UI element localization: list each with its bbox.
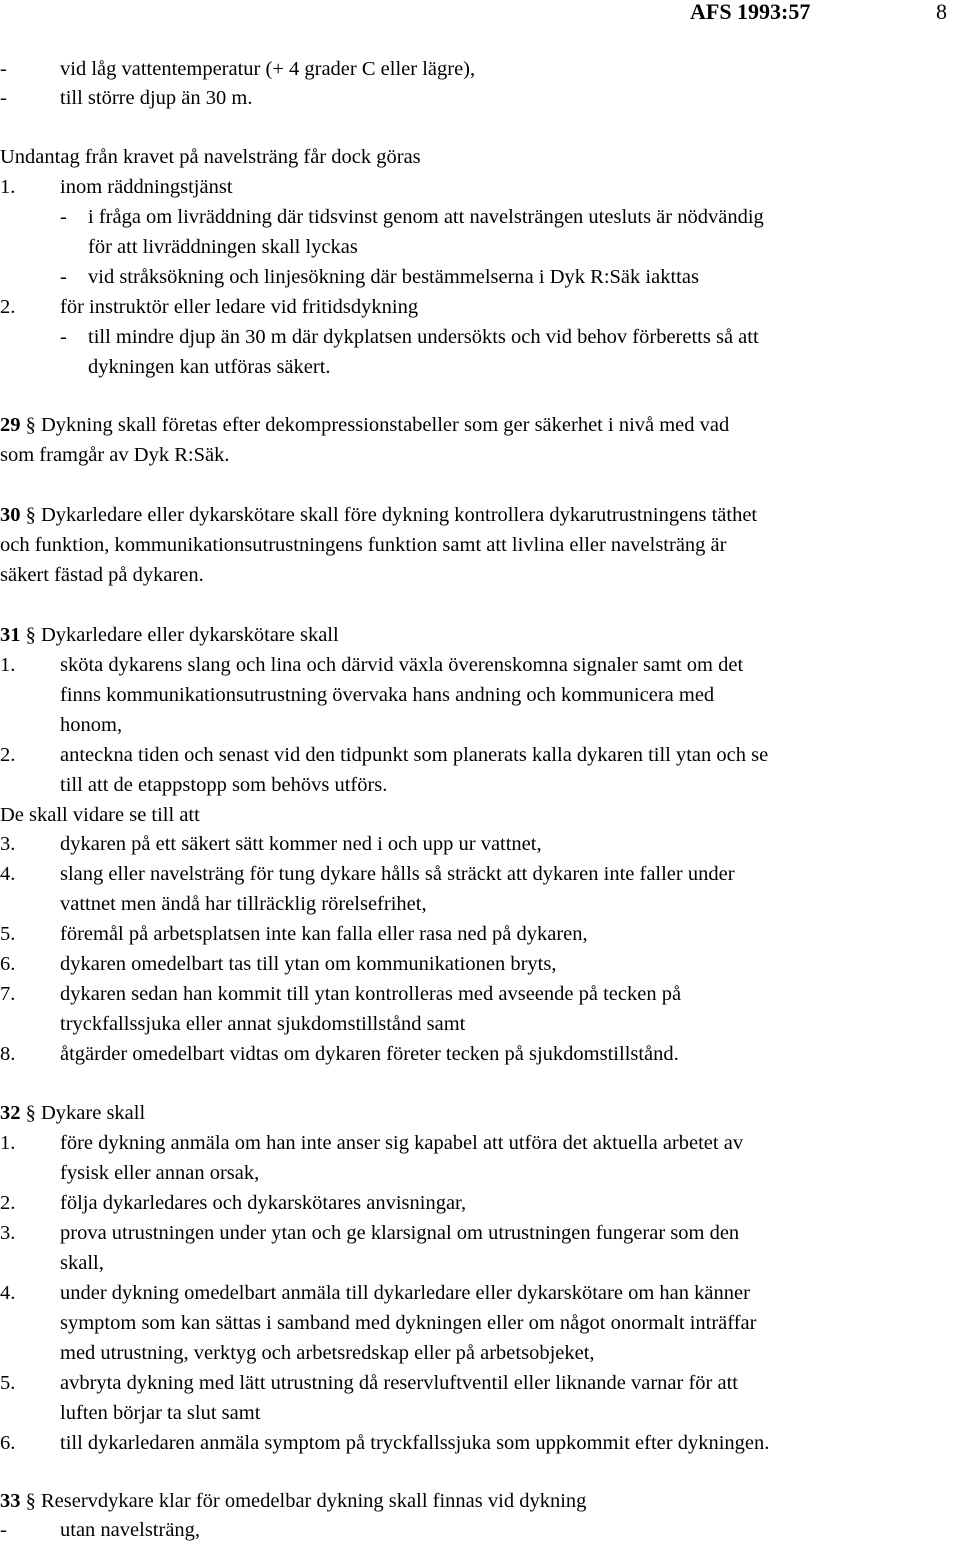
list-item-text: dykaren på ett säkert sätt kommer ned i och upp ur vattnet, — [60, 833, 542, 855]
section-symbol: § — [25, 1102, 36, 1124]
list-item-text: till att de etappstopp som behövs utförs. — [60, 774, 388, 796]
list-item-text: finns kommunikationsutrustning övervaka hans andning och kommunicera med — [60, 684, 715, 706]
list-marker: 5. — [0, 923, 16, 945]
section-number: 32 — [0, 1102, 21, 1124]
list-item-text: honom, — [60, 714, 123, 736]
list-item-text: inom räddningstjänst — [60, 176, 233, 198]
list-item-text: sköta dykarens slang och lina och därvid växla överenskomna signaler samt om det — [60, 654, 744, 676]
list-marker: 1. — [0, 1132, 16, 1154]
list-item-text: med utrustning, verktyg och arbetsredskap eller på arbetsobjeket, — [60, 1342, 595, 1364]
list-item-text: till större djup än 30 m. — [60, 87, 253, 109]
list-item-text: prova utrustningen under ytan och ge klarsignal om utrustningen fungerar som den — [60, 1222, 740, 1244]
section-title: Dykarledare eller dykarskötare skall — [41, 624, 339, 646]
section-text: säkert fästad på dykaren. — [0, 564, 204, 586]
list-marker: 2. — [0, 1192, 16, 1214]
section-title: Dykare skall — [41, 1102, 146, 1124]
sub-list-text: i fråga om livräddning där tidsvinst genom att navelsträngen utesluts är nödvändig — [88, 206, 764, 228]
list-item-text: symptom som kan sättas i samband med dykningen eller om något onormalt inträffar — [60, 1312, 757, 1334]
list-item-text: följa dykarledares och dykarskötares anvisningar, — [60, 1192, 467, 1214]
section-symbol: § — [25, 504, 36, 526]
list-marker: 1. — [0, 176, 16, 198]
section-title: Reservdykare klar för omedelbar dykning skall finnas vid dykning — [41, 1490, 587, 1512]
sub-list-text: för att livräddningen skall lyckas — [88, 236, 358, 258]
sub-list-marker: - — [60, 326, 67, 348]
sub-list-text: vid stråksökning och linjesökning där bestämmelserna i Dyk R:Säk iakttas — [88, 266, 699, 288]
paragraph-text: De skall vidare se till att — [0, 804, 200, 826]
list-marker: - — [0, 87, 7, 109]
sub-list-marker: - — [60, 206, 67, 228]
section-text: Dykning skall företas efter dekompressionstabeller som ger säkerhet i nivå med vad — [41, 414, 730, 436]
list-item-text: tryckfallssjuka eller annat sjukdomstillstånd samt — [60, 1013, 466, 1035]
list-marker: 3. — [0, 1222, 16, 1244]
sub-list-text: till mindre djup än 30 m där dykplatsen undersökts och vid behov förberetts så att — [88, 326, 759, 348]
section-number: 29 — [0, 414, 21, 436]
sub-list-text: dykningen kan utföras säkert. — [88, 356, 331, 378]
section-30 — [0, 500, 757, 530]
section-text: Dykarledare eller dykarskötare skall före dykning kontrollera dykarutrustningens täthet — [41, 504, 758, 526]
section-number: 33 — [0, 1490, 21, 1512]
paragraph-text: Undantag från kravet på navelsträng får dock göras — [0, 146, 421, 168]
section-symbol: § — [25, 1490, 36, 1512]
list-marker: 7. — [0, 983, 16, 1005]
list-marker: - — [0, 1519, 7, 1541]
section-29 — [0, 410, 729, 440]
list-marker: 1. — [0, 654, 16, 676]
list-marker: 6. — [0, 953, 16, 975]
list-item-text: dykaren sedan han kommit till ytan kontrolleras med avseende på tecken på — [60, 983, 682, 1005]
list-item-text: under dykning omedelbart anmäla till dykarledare eller dykarskötare om han känner — [60, 1282, 750, 1304]
section-symbol: § — [25, 624, 36, 646]
list-item-text: utan navelsträng, — [60, 1519, 201, 1541]
list-marker: 3. — [0, 833, 16, 855]
list-item-text: slang eller navelsträng för tung dykare hålls så sträckt att dykaren inte faller under — [60, 863, 735, 885]
page-number: 8 — [936, 0, 947, 24]
list-marker: 5. — [0, 1372, 16, 1394]
list-marker: 2. — [0, 296, 16, 318]
section-symbol: § — [25, 414, 36, 436]
sub-list-marker: - — [60, 266, 67, 288]
list-item-text: dykaren omedelbart tas till ytan om kommunikationen bryts, — [60, 953, 557, 975]
list-item-text: vid låg vattentemperatur (+ 4 grader C eller lägre), — [60, 58, 476, 80]
list-item-text: för instruktör eller ledare vid fritidsdykning — [60, 296, 419, 318]
list-marker: 4. — [0, 863, 16, 885]
list-item-text: åtgärder omedelbart vidtas om dykaren företer tecken på sjukdomstillstånd. — [60, 1043, 679, 1065]
list-item-text: anteckna tiden och senast vid den tidpunkt som planerats kalla dykaren till ytan och se — [60, 744, 769, 766]
list-item-text: till dykarledaren anmäla symptom på tryckfallssjuka som uppkommit efter dykningen. — [60, 1432, 770, 1454]
list-item-text: avbryta dykning med lätt utrustning då reservluftventil eller liknande varnar för att — [60, 1372, 738, 1394]
section-number: 31 — [0, 624, 21, 646]
section-33 — [0, 1486, 586, 1516]
section-32 — [0, 1098, 145, 1128]
document-code: AFS 1993:57 — [690, 0, 811, 24]
section-number: 30 — [0, 504, 21, 526]
list-marker: - — [0, 58, 7, 80]
list-marker: 4. — [0, 1282, 16, 1304]
list-marker: 6. — [0, 1432, 16, 1454]
section-31 — [0, 620, 339, 650]
list-item-text: vattnet men ändå har tillräcklig rörelsefrihet, — [60, 893, 427, 915]
section-text: som framgår av Dyk R:Säk. — [0, 444, 230, 466]
section-text: och funktion, kommunikationsutrustningens funktion samt att livlina eller navelsträng är — [0, 534, 727, 556]
list-marker: 2. — [0, 744, 16, 766]
list-item-text: fysisk eller annan orsak, — [60, 1162, 260, 1184]
list-item-text: skall, — [60, 1252, 104, 1274]
list-marker: 8. — [0, 1043, 16, 1065]
list-item-text: föremål på arbetsplatsen inte kan falla eller rasa ned på dykaren, — [60, 923, 588, 945]
list-item-text: före dykning anmäla om han inte anser sig kapabel att utföra det aktuella arbetet av — [60, 1132, 744, 1154]
list-item-text: luften börjar ta slut samt — [60, 1402, 261, 1424]
